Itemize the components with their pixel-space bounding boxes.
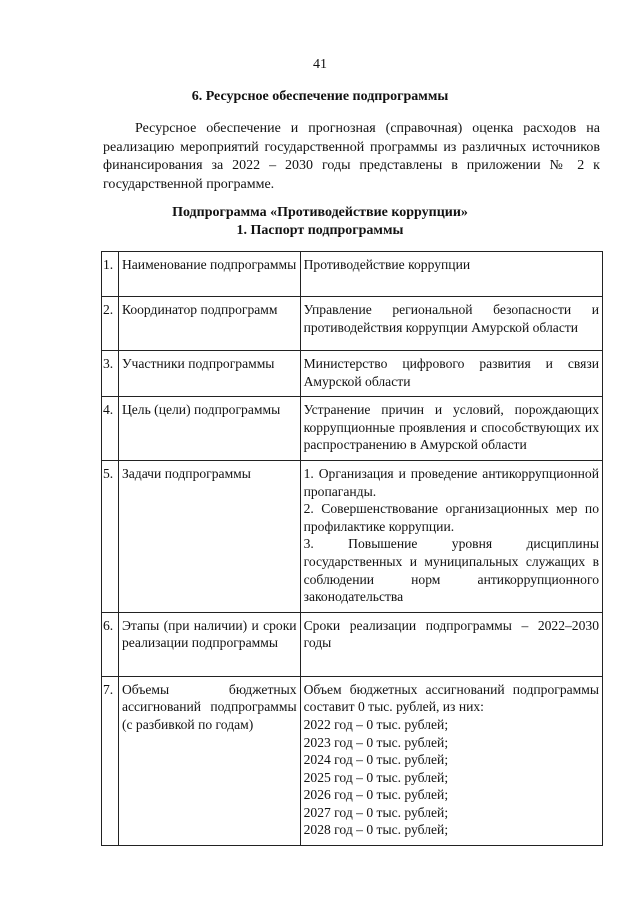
row-name: Цель (цели) подпрограммы bbox=[118, 397, 300, 461]
row-value: Министерство цифрового развития и связи Амурской области bbox=[300, 351, 602, 397]
row-number: 7. bbox=[102, 676, 119, 845]
passport-table bbox=[101, 251, 603, 846]
row-name: Участники подпрограммы bbox=[118, 351, 300, 397]
row-number: 2. bbox=[102, 297, 119, 351]
task-item: 2. Совершенствование организационных мер по профилактике коррупции. bbox=[303, 501, 599, 534]
section-heading: 6. Ресурсное обеспечение подпрограммы bbox=[191, 89, 449, 104]
subprogram-title-block bbox=[0, 204, 640, 240]
passport-title: 1. Паспорт подпрограммы bbox=[236, 223, 404, 238]
row-name: Координатор подпрограмм bbox=[118, 297, 300, 351]
table-row bbox=[102, 252, 603, 297]
row-name: Наименование подпрограммы bbox=[118, 252, 300, 297]
table-row bbox=[102, 397, 603, 461]
funding-year: 2025 год – 0 тыс. рублей; bbox=[303, 769, 449, 785]
funding-intro: Объем бюджетных ассигнований подпрограммы составит 0 тыс. рублей, из них: bbox=[303, 681, 599, 715]
row-number: 5. bbox=[102, 460, 119, 612]
subprogram-title: Подпрограмма «Противодействие коррупции» bbox=[172, 205, 468, 220]
table-row bbox=[102, 460, 603, 612]
intro-text: Ресурсное обеспечение и прогнозная (справочная) оценка расходов на реализацию мероприятий государственной программы из различных источников финансирования за 2022 – 2030 годы представлены в приложении № 2 к государственной программе. bbox=[103, 121, 600, 192]
row-value: Управление региональной безопасности и противодействия коррупции Амурской области bbox=[300, 297, 602, 351]
funding-year: 2026 год – 0 тыс. рублей; bbox=[303, 787, 449, 803]
row-name: Этапы (при наличии) и сроки реализации подпрограммы bbox=[118, 612, 300, 676]
table-row bbox=[102, 676, 603, 845]
row-value bbox=[300, 460, 602, 612]
row-value: Устранение причин и условий, порождающих коррупционные проявления и способствующих их распространению в Амурской области bbox=[300, 397, 602, 461]
row-number: 6. bbox=[102, 612, 119, 676]
row-value bbox=[300, 676, 602, 845]
table-row bbox=[102, 297, 603, 351]
funding-year: 2023 год – 0 тыс. рублей; bbox=[303, 734, 449, 750]
row-value: Сроки реализации подпрограммы – 2022–2030 годы bbox=[300, 612, 602, 676]
funding-year: 2022 год – 0 тыс. рублей; bbox=[303, 716, 449, 732]
task-item: 3. Повышение уровня дисциплины государственных и муниципальных служащих в соблюдении норм антикоррупционного законодательства bbox=[303, 536, 599, 605]
table-row bbox=[102, 612, 603, 676]
row-name: Задачи подпрограммы bbox=[118, 460, 300, 612]
intro-paragraph bbox=[103, 120, 600, 194]
row-number: 1. bbox=[102, 252, 119, 297]
row-value: Противодействие коррупции bbox=[300, 252, 602, 297]
task-item: 1. Организация и проведение антикоррупционной пропаганды. bbox=[303, 465, 599, 499]
table-row bbox=[102, 351, 603, 397]
funding-year: 2024 год – 0 тыс. рублей; bbox=[303, 752, 449, 768]
page-number: 41 bbox=[313, 57, 327, 72]
row-name: Объемы бюджетных ассигнований подпрограммы (с разбивкой по годам) bbox=[118, 676, 300, 845]
row-number: 3. bbox=[102, 351, 119, 397]
funding-year: 2027 год – 0 тыс. рублей; bbox=[303, 804, 449, 820]
row-number: 4. bbox=[102, 397, 119, 461]
funding-year: 2028 год – 0 тыс. рублей; bbox=[303, 822, 449, 838]
